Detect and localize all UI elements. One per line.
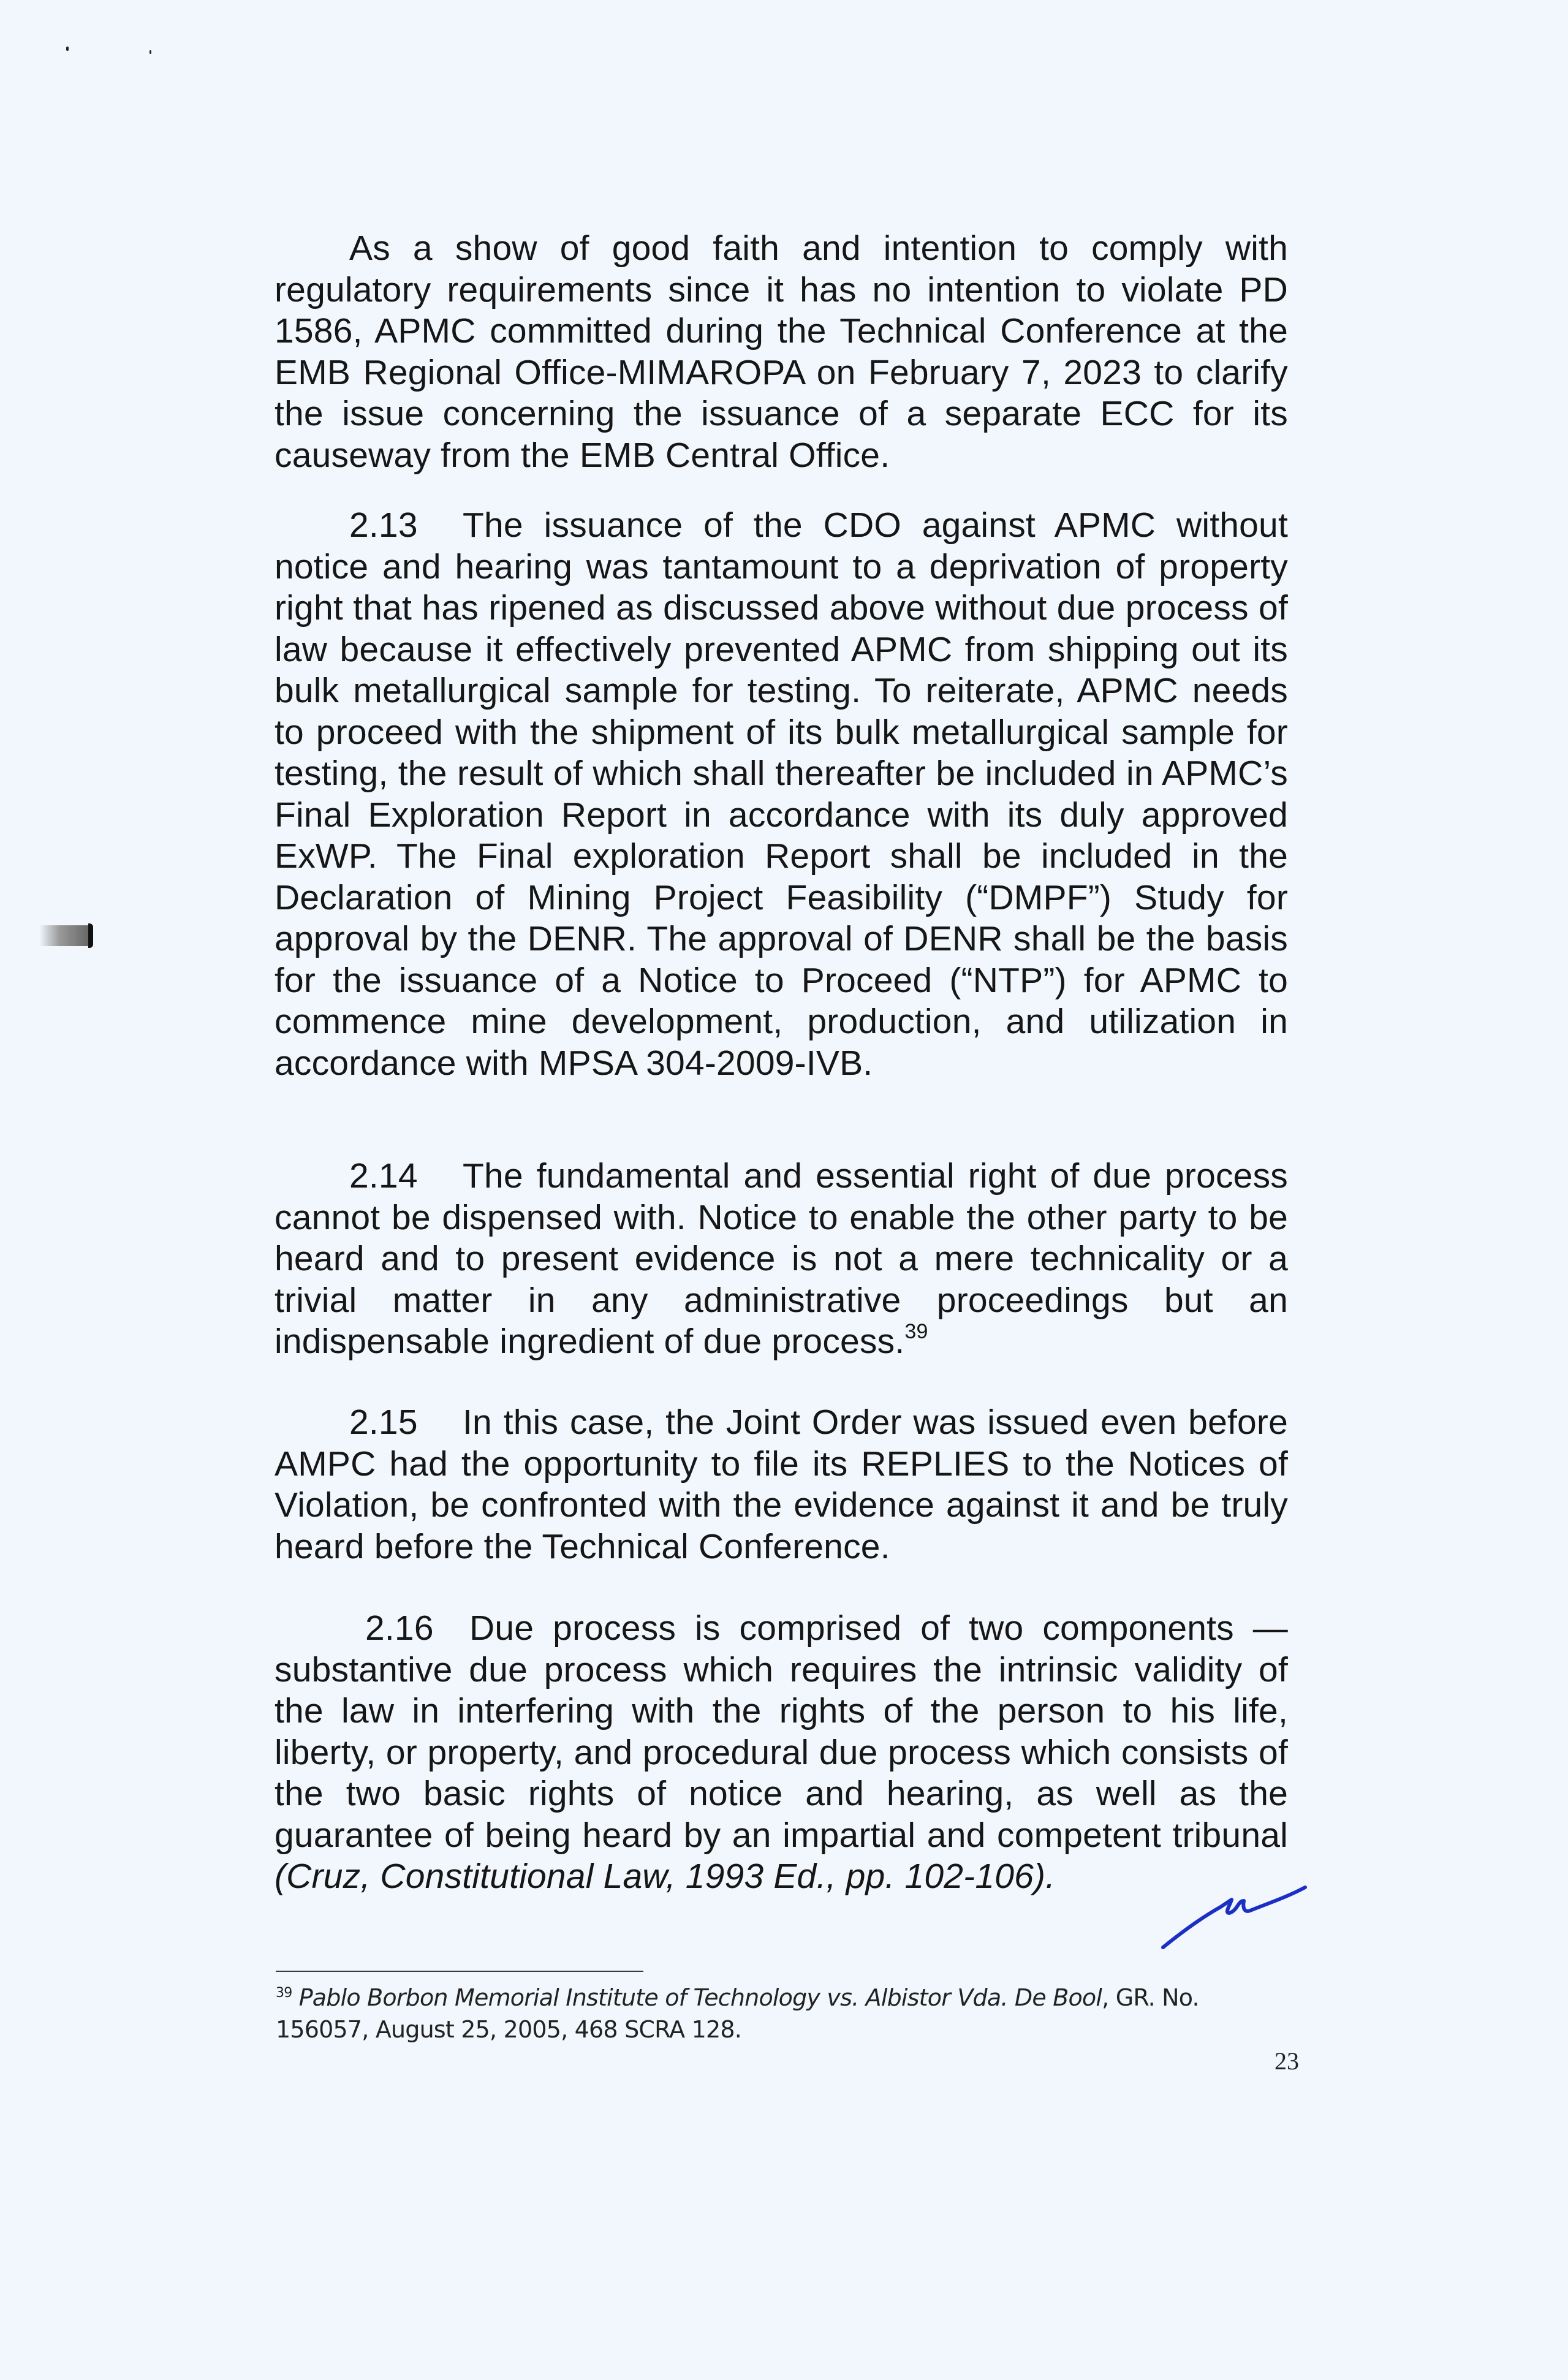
paragraph-2-16 bbox=[275, 1608, 1288, 1898]
paragraph-2-15 bbox=[275, 1402, 1288, 1567]
paragraph-2-14 bbox=[275, 1156, 1288, 1363]
citation: (Cruz, Constitutional Law, 1993 Ed., pp. 102-106). bbox=[275, 1857, 1056, 1896]
paragraph-text: The issuance of the CDO against APMC without notice and hearing was tantamount to a deprivation of property right that has ripened as discussed above without due process of law because it effectively prevented APMC from shipping out its bulk metallurgical sample for testing. To reiterate, APMC needs to proceed with the shipment of its bulk metallurgical sample for testing, the result of which shall thereafter be included in APMC’s Final Exploration Report in accordance with its duly approved ExWP. The Final exploration Report shall be included in the Declaration of Mining Project Feasibility (“DMPF”) Study for approval by the DENR. The approval of DENR shall be the basis for the issuance of a Notice to Proceed (“NTP”) for APMC to commence mine development, production, and utilization in accordance with MPSA 304-2009-IVB. bbox=[275, 506, 1288, 1083]
paragraph-text: Due process is comprised of two components — substantive due process which requires the intrinsic validity of the law in interfering with the rights of the person to his life, liberty, or property, and procedural due process which consists of the two basic rights of notice and hearing, as well as the guarantee of being heard by an impartial and competent tribunal bbox=[275, 1609, 1288, 1855]
signature-stroke bbox=[1163, 1887, 1305, 1947]
scan-speck bbox=[66, 47, 69, 51]
paragraph-text: In this case, the Joint Order was issued even before AMPC had the opportunity to file its REPLIES to the Notices of Violation, be confronted with the evidence against it and be truly heard before the Technical Conference. bbox=[275, 1403, 1288, 1566]
paragraph-text: The fundamental and essential right of due process cannot be dispensed with. Notice to enable the other party to be heard and to present evidence is not a mere technicality or a trivial matter in any administrative proceedings but an indispensable ingredient of due process. bbox=[275, 1156, 1288, 1361]
footnote-text: , GR. No. 156057, August 25, 2005, 468 SCRA 128. bbox=[276, 1984, 1199, 2043]
paragraph-number: 2.13 bbox=[349, 506, 418, 545]
footnote-39 bbox=[276, 1982, 1293, 2045]
footnote-separator bbox=[276, 1971, 643, 1972]
footnote-number: 39 bbox=[276, 1985, 292, 2001]
paragraph-number: 2.14 bbox=[349, 1156, 418, 1196]
paragraph-text: As a show of good faith and intention to comply with regulatory requirements since it has no intention to violate PD 1586, APMC committed during the Technical Conference at the EMB Regional Office-MIMAROPA on February 7, 2023 to clarify the issue concerning the issuance of a separate ECC for its causeway from the EMB Central Office. bbox=[275, 229, 1288, 475]
paragraph-number: 2.16 bbox=[365, 1609, 434, 1648]
footnote-case-name: Pablo Borbon Memorial Institute of Technology vs. Albistor Vda. De Bool bbox=[298, 1984, 1102, 2011]
paragraph-2-13 bbox=[275, 505, 1288, 1084]
scan-speck bbox=[150, 50, 151, 54]
signature-initials bbox=[1152, 1875, 1311, 1961]
binder-tab-edge bbox=[88, 923, 93, 948]
binder-tab-mark bbox=[39, 925, 89, 946]
paragraph-intro bbox=[275, 228, 1288, 476]
paragraph-number: 2.15 bbox=[349, 1403, 418, 1442]
footnote-reference[interactable]: 39 bbox=[904, 1320, 928, 1343]
page-number: 23 bbox=[1274, 2047, 1299, 2075]
